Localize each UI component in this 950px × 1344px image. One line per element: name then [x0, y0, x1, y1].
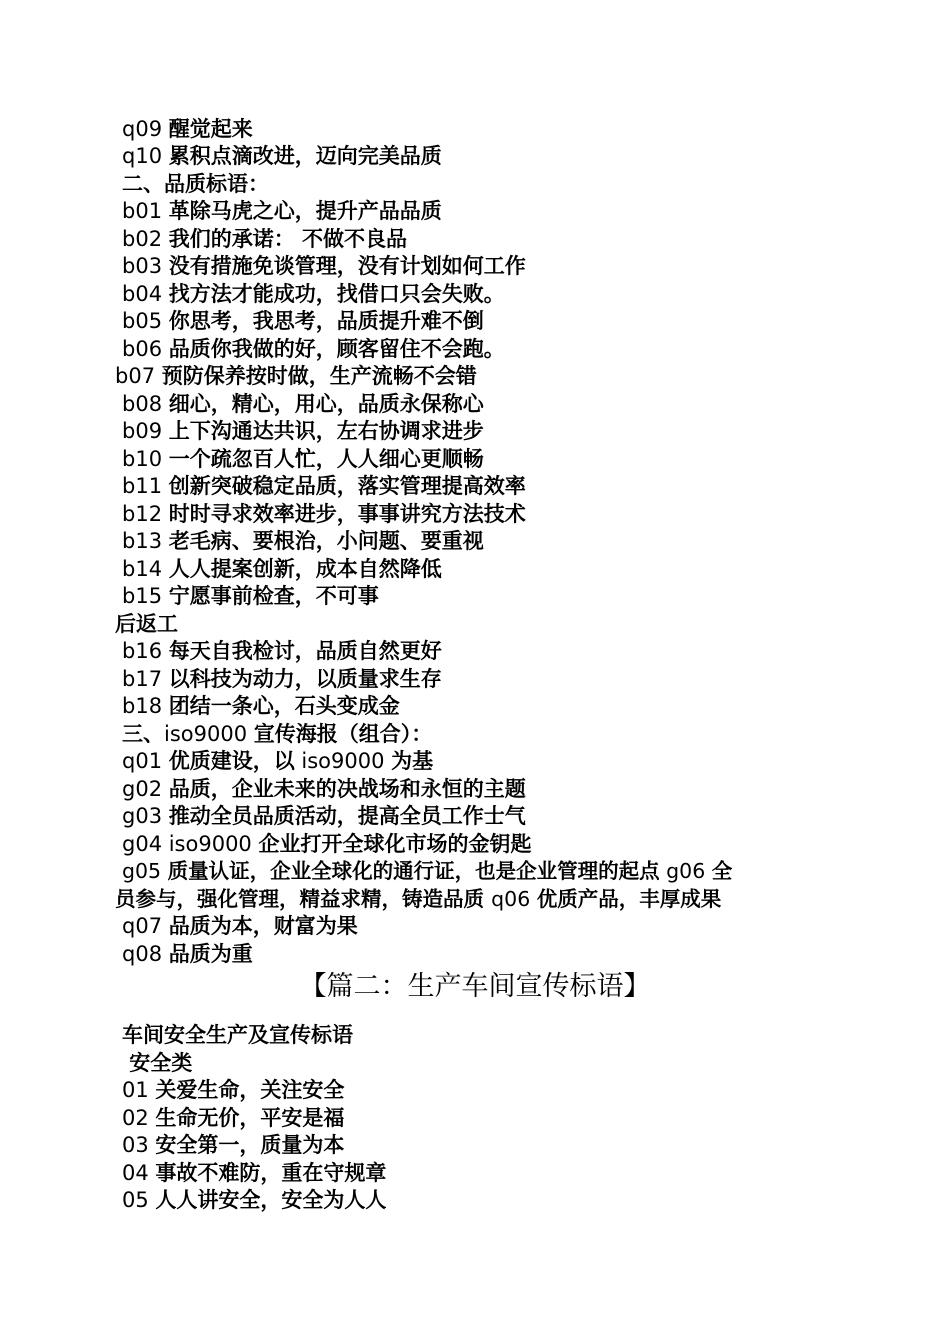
line-code: q07	[122, 914, 169, 938]
text-line	[122, 1077, 344, 1104]
text-line	[122, 418, 484, 445]
line-text: 以科技为动力，以质量求生存	[168, 667, 442, 691]
text-line	[122, 583, 379, 610]
text-line	[122, 501, 526, 528]
text-line	[122, 253, 526, 280]
line-text: 革除马虎之心，提升产品品质	[168, 199, 442, 223]
line-text: 你思考，我思考，品质提升难不倒	[168, 309, 484, 333]
line-text: 生命无价，平安是福	[155, 1106, 345, 1130]
line-code: q08	[122, 942, 169, 966]
line-text: 安全类	[122, 1051, 193, 1075]
line-text: 累积点滴改进，迈向完美品质	[168, 144, 442, 168]
text-line	[122, 336, 505, 363]
text-line	[122, 666, 442, 693]
line-code: 03	[122, 1133, 156, 1157]
line-text-2: 全	[711, 859, 733, 883]
line-text: 创新突破稳定品质，落实管理提高效率	[168, 474, 526, 498]
line-code: g05	[122, 859, 168, 883]
line-code: b08	[122, 392, 169, 416]
line-code: q10	[122, 144, 169, 168]
line-text: 细心，精心，用心，品质永保称心	[168, 392, 484, 416]
line-text: 预防保养按时做，生产流畅不会错	[161, 364, 477, 388]
line-code: b07	[115, 364, 162, 388]
line-text: 我们的承诺： 不做不良品	[168, 227, 408, 251]
line-text: 宁愿事前检查，不可事	[168, 584, 379, 608]
text-line	[122, 748, 433, 775]
line-text: 找方法才能成功，找借口只会失败。	[168, 282, 505, 306]
text-line	[122, 143, 442, 170]
line-text: 没有措施免谈管理，没有计划如何工作	[168, 254, 526, 278]
line-code: b12	[122, 502, 169, 526]
category-label	[122, 1050, 192, 1077]
text-line	[122, 913, 358, 940]
line-code: b05	[122, 309, 169, 333]
line-text: 老毛病、要根治，小问题、要重视	[168, 529, 484, 553]
line-code: g04 iso9000	[122, 832, 259, 856]
text-line	[122, 1187, 386, 1214]
line-text: 后返工	[115, 612, 178, 636]
line-text: 优质建设，以	[168, 749, 295, 773]
text-line	[122, 693, 400, 720]
line-text: 醒觉起来	[168, 117, 253, 141]
text-line	[122, 226, 407, 253]
line-text: 员参与，强化管理，精益求精，铸造品质	[115, 887, 492, 911]
line-text: 安全第一，质量为本	[155, 1133, 345, 1157]
line-code: b18	[122, 694, 169, 718]
line-code: b04	[122, 282, 169, 306]
line-code: q01	[122, 749, 169, 773]
line-text-2: 宣传海报（组合）：	[253, 722, 433, 746]
line-code: b09	[122, 419, 169, 443]
line-code: 02	[122, 1106, 156, 1130]
line-text-2: 优质产品，丰厚成果	[536, 887, 722, 911]
text-line	[122, 941, 253, 968]
line-text: 推动全员品质活动，提高全员工作士气	[168, 804, 526, 828]
text-line	[122, 308, 484, 335]
line-text: 每天自我检讨，品质自然更好	[168, 639, 442, 663]
text-line	[122, 281, 505, 308]
line-text: 一个疏忽百人忙，人人细心更顺畅	[168, 447, 484, 471]
text-line	[122, 198, 442, 225]
text-line	[122, 638, 442, 665]
line-text: 关爱生命，关注安全	[155, 1078, 345, 1102]
text-line	[122, 1105, 344, 1132]
line-text: 品质为重	[168, 942, 253, 966]
line-text: 事故不难防，重在守规章	[155, 1161, 387, 1185]
line-code: 05	[122, 1188, 156, 1212]
line-text: 品质，企业未来的决战场和永恒的主题	[168, 777, 526, 801]
line-code: b06	[122, 337, 169, 361]
line-text: 人人讲安全，安全为人人	[155, 1188, 387, 1212]
text-line	[122, 556, 442, 583]
text-line	[122, 116, 253, 143]
line-code-2: iso9000	[164, 722, 254, 746]
text-line	[115, 886, 721, 913]
line-code: b02	[122, 227, 169, 251]
text-line	[115, 363, 477, 390]
line-text: 品质你我做的好，顾客留住不会跑。	[168, 337, 505, 361]
line-code: g02	[122, 777, 169, 801]
line-text: 品质为本，财富为果	[168, 914, 358, 938]
line-code: b10	[122, 447, 169, 471]
line-text: 团结一条心，石头变成金	[168, 694, 400, 718]
line-code: b01	[122, 199, 169, 223]
line-text: 二、品质标语：	[122, 172, 269, 196]
section-heading	[122, 1022, 353, 1049]
line-text: 企业打开全球化市场的金钥匙	[258, 832, 532, 856]
text-line	[122, 1132, 344, 1159]
section-heading	[122, 721, 432, 748]
text-line	[122, 803, 526, 830]
line-text: 质量认证，企业全球化的通行证，也是企业管理的起点	[167, 859, 660, 883]
line-code: b15	[122, 584, 169, 608]
line-code: b03	[122, 254, 169, 278]
chapter-heading: 【篇二：生产车间宣传标语】	[299, 971, 651, 1002]
line-code: b16	[122, 639, 169, 663]
line-code: 01	[122, 1078, 156, 1102]
line-code: b17	[122, 667, 169, 691]
text-line	[122, 446, 484, 473]
line-code-2: iso9000	[294, 749, 392, 773]
line-text: 车间安全生产及宣传标语	[122, 1023, 353, 1047]
text-line	[122, 528, 484, 555]
text-line	[122, 858, 732, 885]
line-text: 时时寻求效率进步，事事讲究方法技术	[168, 502, 526, 526]
text-line	[115, 611, 178, 638]
text-line	[122, 391, 484, 418]
line-text-2: 为基	[391, 749, 434, 773]
line-text: 三、	[122, 722, 164, 746]
line-code-2: q06	[491, 887, 537, 911]
line-code: q09	[122, 117, 169, 141]
line-code: b14	[122, 557, 169, 581]
line-text: 上下沟通达共识，左右协调求进步	[168, 419, 484, 443]
text-line	[122, 831, 531, 858]
line-code: g03	[122, 804, 169, 828]
line-code: b11	[122, 474, 169, 498]
text-line	[122, 1160, 386, 1187]
line-code: b13	[122, 529, 169, 553]
text-line	[122, 776, 526, 803]
line-code-2: g06	[659, 859, 712, 883]
line-code: 04	[122, 1161, 156, 1185]
text-line	[122, 473, 526, 500]
section-heading	[122, 171, 269, 198]
line-text: 人人提案创新，成本自然降低	[168, 557, 442, 581]
